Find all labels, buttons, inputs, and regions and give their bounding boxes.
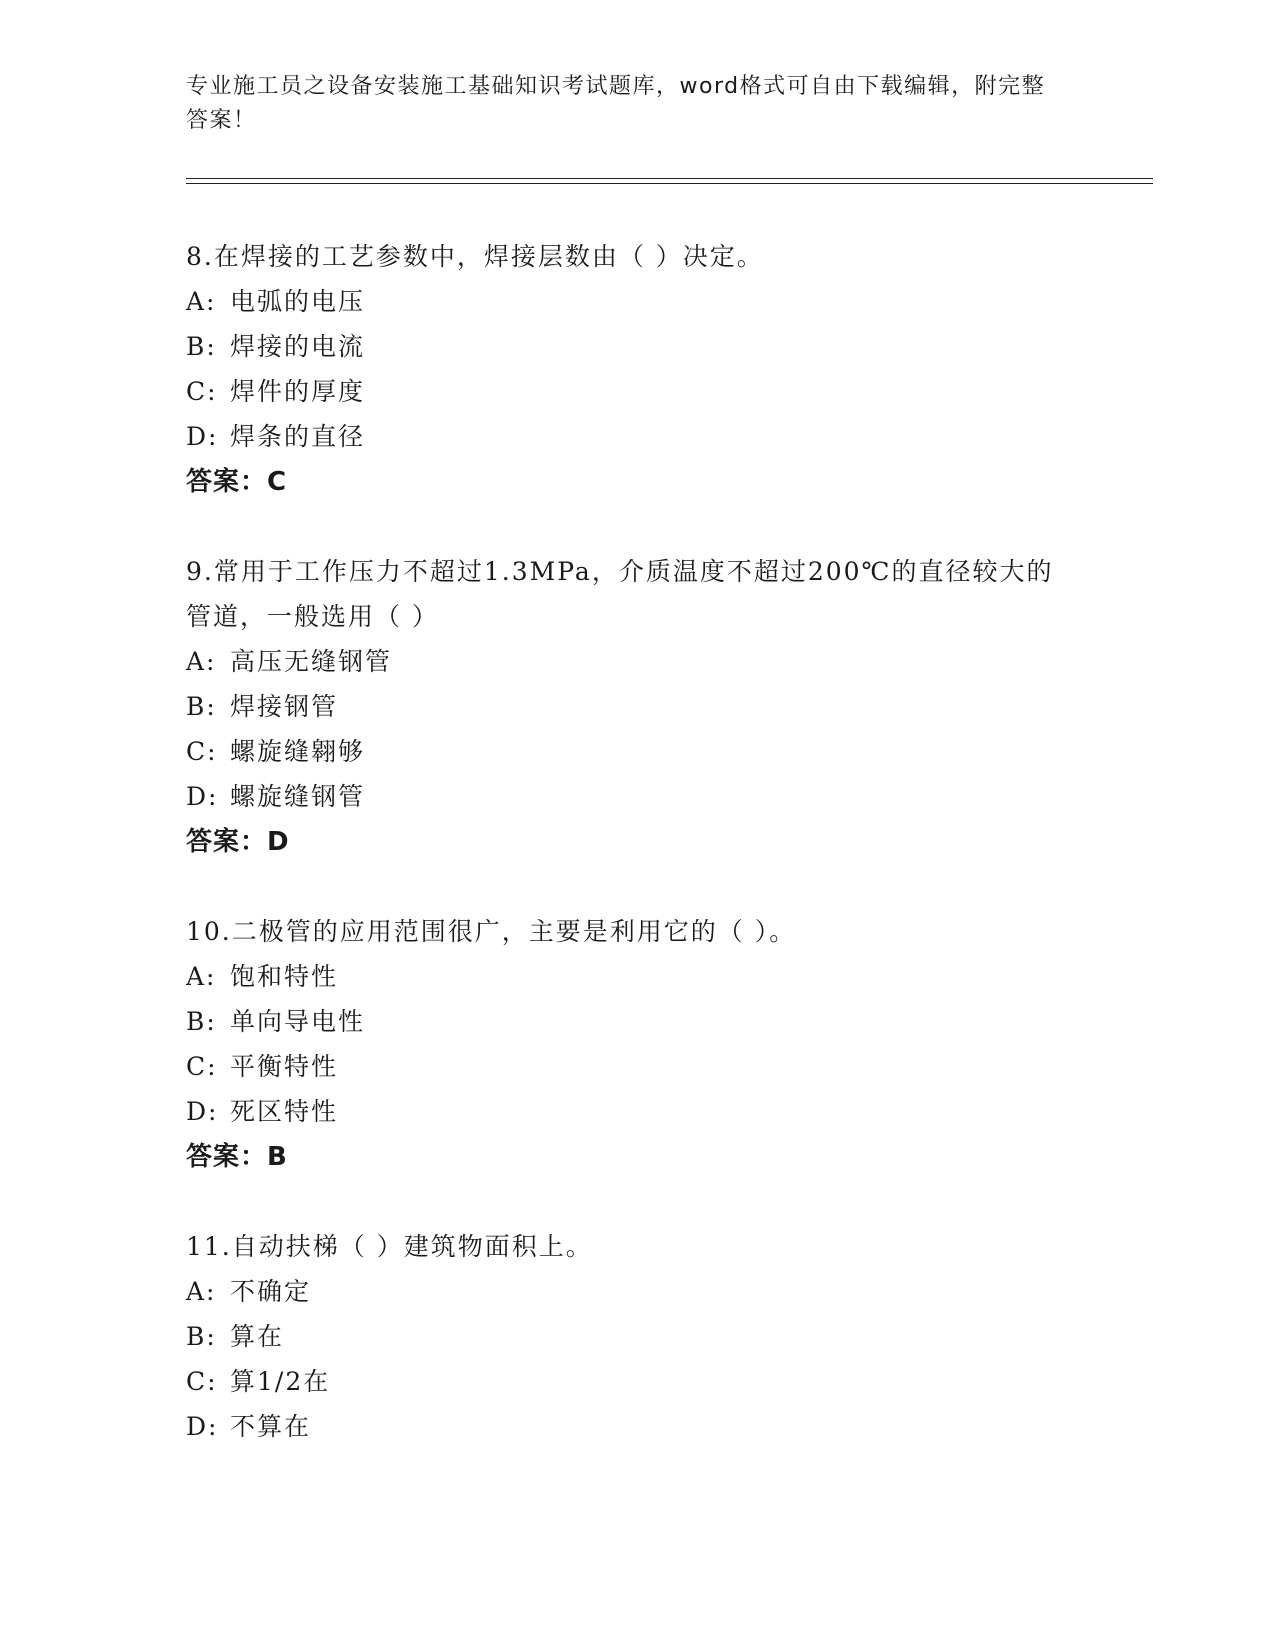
option-letter: C:	[186, 737, 218, 766]
question-stem: 8.在焊接的工艺参数中，焊接层数由（ ）决定。	[186, 242, 764, 271]
option-letter: C:	[186, 377, 218, 406]
answer-line: 答案：D	[186, 827, 290, 857]
option-text: 平衡特性	[230, 1052, 339, 1081]
question-stem: 10.二极管的应用范围很广，主要是利用它的（ ）。	[186, 917, 797, 946]
option-letter: D:	[186, 1412, 219, 1441]
option-a	[186, 279, 1066, 324]
option-a	[186, 639, 1066, 684]
answer-line: 答案：B	[186, 1142, 288, 1172]
option-b	[186, 684, 1066, 729]
page-header	[186, 70, 1066, 138]
option-letter: B:	[186, 1007, 217, 1036]
option-text: 不算在	[230, 1412, 312, 1441]
option-letter: B:	[186, 1322, 217, 1351]
option-letter: C:	[186, 1367, 218, 1396]
option-text: 单向导电性	[230, 1007, 366, 1036]
option-text: 焊件的厚度	[230, 377, 366, 406]
question-10	[186, 909, 1066, 1180]
option-text: 高压无缝钢管	[230, 647, 393, 676]
option-a	[186, 954, 1066, 999]
question-list	[186, 234, 1066, 1493]
option-text: 焊接钢管	[230, 692, 339, 721]
option-text: 不确定	[230, 1277, 312, 1306]
option-a	[186, 1269, 1066, 1314]
option-text: 焊接的电流	[230, 332, 366, 361]
option-letter: D:	[186, 1097, 219, 1126]
question-8	[186, 234, 1066, 505]
option-c	[186, 369, 1066, 414]
option-text: 算1/2在	[230, 1367, 331, 1396]
option-c	[186, 729, 1066, 774]
question-9	[186, 549, 1066, 865]
question-stem: 11.自动扶梯（ ）建筑物面积上。	[186, 1232, 593, 1261]
option-d	[186, 1404, 1066, 1449]
header-double-rule	[186, 178, 1153, 184]
option-letter: B:	[186, 332, 217, 361]
option-b	[186, 324, 1066, 369]
option-c	[186, 1359, 1066, 1404]
option-letter: A:	[186, 647, 217, 676]
option-text: 算在	[230, 1322, 285, 1351]
option-b	[186, 999, 1066, 1044]
option-d	[186, 774, 1066, 819]
option-d	[186, 414, 1066, 459]
option-b	[186, 1314, 1066, 1359]
answer-line: 答案：C	[186, 467, 288, 497]
option-d	[186, 1089, 1066, 1134]
option-letter: A:	[186, 1277, 217, 1306]
header-text: 专业施工员之设备安装施工基础知识考试题库，word格式可自由下载编辑，附完整答案！	[186, 74, 1046, 133]
option-letter: B:	[186, 692, 217, 721]
option-text: 螺旋缝翱够	[230, 737, 366, 766]
option-letter: A:	[186, 962, 217, 991]
option-letter: D:	[186, 422, 219, 451]
option-text: 螺旋缝钢管	[230, 782, 366, 811]
option-text: 饱和特性	[230, 962, 339, 991]
option-letter: D:	[186, 782, 219, 811]
option-letter: A:	[186, 287, 217, 316]
option-text: 死区特性	[230, 1097, 339, 1126]
option-c	[186, 1044, 1066, 1089]
option-letter: C:	[186, 1052, 218, 1081]
question-11	[186, 1224, 1066, 1449]
question-stem: 9.常用于工作压力不超过1.3MPa，介质温度不超过200℃的直径较大的管道，一般选用（ ）	[186, 557, 1054, 631]
option-text: 焊条的直径	[230, 422, 366, 451]
option-text: 电弧的电压	[230, 287, 366, 316]
